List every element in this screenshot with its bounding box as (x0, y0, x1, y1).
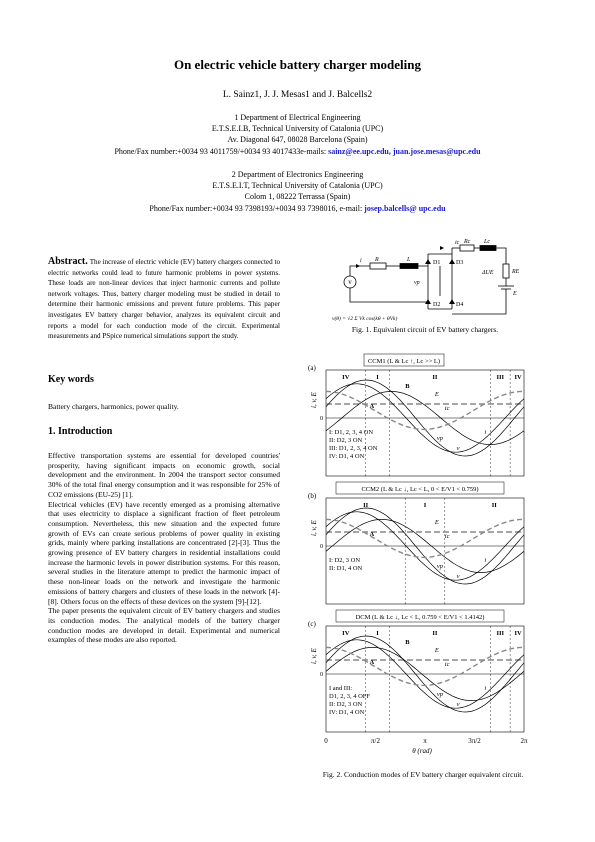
fig2-xlabel: θ (rad) (412, 747, 432, 755)
fig2-region-label: IV (514, 374, 522, 381)
fig1-caption: Fig. 1. Equivalent circuit of EV battery chargers. (351, 325, 499, 334)
fig2-region-label: I (423, 502, 427, 509)
fig1-label-E: E (513, 291, 517, 297)
fig2-region-label: II (363, 502, 369, 509)
fig1-circuit-diagram (330, 236, 530, 322)
fig1-label-RE: RE (512, 269, 520, 275)
fig2-conduction-modes (306, 348, 534, 758)
fig2-curve-label: vp (436, 563, 444, 570)
fig1-label-R: R (375, 257, 379, 263)
intro-heading: 1. Introduction (48, 426, 113, 437)
intro-paragraph-1: Effective transportation systems are essential for developed countries' prosperity, having significant impacts on economic growth, social development and the environment. In 2004 the transport sector consumed 30% of the total final energy consumption and it was responsible for 25% of CO2 emissions (EU-25) [1]. (48, 451, 280, 499)
fig2-legend-line: II: D2, 3 ON (329, 701, 363, 708)
fig2-legend-line: I and III: (329, 685, 353, 692)
fig2-curve-label: E (434, 391, 439, 398)
fig2-ylabel: i, v, E (310, 520, 318, 536)
affiliation-1-address: Av. Diagonal 647, 08028 Barcelona (Spain) (227, 135, 368, 145)
fig1-label-Rc: Rc (464, 239, 471, 245)
fig2-legend-line: D1, 2, 3, 4 OFF (329, 693, 370, 700)
fig2-zero-tick: 0 (320, 416, 323, 422)
affiliation-2 (0, 169, 595, 214)
fig2-panel-tag: (c) (308, 620, 316, 628)
fig2-region-label: III (496, 374, 505, 381)
fig2-mode-label: CCM2 (L & Lc ↓, Lc < L, 0 < E/V1 < 0.759) (361, 486, 479, 493)
affiliation-2-school: E.T.S.E.I.T, Technical University of Catalonia (UPC) (212, 181, 383, 191)
affiliation-2-contact (0, 203, 595, 214)
fig2-region-label: III (496, 630, 505, 637)
fig2-region-label: I (376, 630, 379, 637)
fig1-label-L: L (407, 257, 411, 263)
abstract-text: The increase of electric vehicle (EV) battery chargers connected to electric networks could lead to future harmonic problems in power systems. These loads are non-linear devices that inject harmonic currents and pollute network voltages. Thus, battery charger modeling must be studied in detail to determine their harmonic emissions and prevent future problems. This paper investigates EV battery charger behavior, analyzes its equivalent circuit and reports a model for each conduction mode of the circuit. Experimental measurements and PSpice numerical simulations support the study. (48, 258, 281, 341)
fig1-label-D2: D2 (433, 302, 441, 308)
fig2-ylabel: i, v, E (310, 392, 318, 408)
fig2-legend-line: II: D2, 3 ON (329, 437, 363, 444)
fig2-panel-tag: (b) (308, 492, 317, 500)
fig2-region-label: I (376, 374, 379, 381)
fig2-legend-line: II: D1, 4 ON (329, 565, 363, 572)
fig2-curve-label: ic (444, 661, 450, 668)
fig2-mode-label: CCM1 (L & Lc ↑, Lc >> L) (367, 358, 441, 365)
fig2-curve-label: vp (436, 435, 444, 442)
fig2-curve-label: i (484, 685, 487, 692)
keywords-text: Battery chargers, harmonics, power quality. (48, 402, 179, 411)
intro-paragraph-3: The paper presents the equivalent circuit of EV battery chargers and studies its conduction modes. The analytical models of the battery charger conduction modes are developed in detail. Experimental and numerical examples of these modes are also reported. (48, 606, 280, 645)
fig2-xtick: π (423, 737, 427, 745)
fig1-label-D1: D1 (433, 260, 441, 266)
fig1-formula: v(θ) = √2 Σ Vk cos(kθ + θVk) (332, 316, 398, 322)
fig2-curve-ic (326, 519, 524, 557)
fig1-label-D3: D3 (456, 260, 464, 266)
fig1-label-vp: vp (414, 280, 420, 286)
fig2-ylabel: i, v, E (310, 648, 318, 664)
affiliation-2-address: Colom 1, 08222 Terrassa (Spain) (244, 192, 351, 202)
fig2-legend-line: IV: D1, 4 ON (329, 453, 365, 460)
fig1-label-dUE: ΔUE (482, 270, 494, 276)
fig2-curve-label: vp (436, 691, 444, 698)
fig2-region-label: II (432, 374, 438, 381)
affiliation-1-contact (0, 146, 595, 157)
fig2-caption: Fig. 2. Conduction modes of EV battery charger equivalent circuit. (322, 770, 524, 779)
fig2-legend-line: III: D1, 2, 3, 4 ON (329, 445, 378, 452)
fig2-panel-frame (326, 370, 524, 476)
affiliation-2-email[interactable]: josep.balcells@ upc.edu (364, 203, 446, 213)
fig2-curve-label: ic (444, 405, 450, 412)
fig2-zero-tick: 0 (320, 672, 323, 678)
keywords-heading: Key words (48, 374, 94, 385)
fig1-label-ic: ic (455, 240, 460, 246)
fig2-curve-label: B (405, 639, 410, 646)
affiliation-1-phone: Phone/Fax number:+0034 93 4011759/+0034 93 4017433e-mails: (114, 146, 329, 156)
fig2-curve-label: v (456, 573, 460, 580)
fig2-region-label: IV (342, 374, 350, 381)
fig2-curve-label: E (434, 647, 439, 654)
fig2-region-label: II (432, 630, 438, 637)
affiliation-1-school: E.T.S.E.I.B, Technical University of Catalonia (UPC) (211, 124, 384, 134)
fig2-curve-ic (326, 391, 524, 429)
fig2-curve-label: A (369, 403, 375, 410)
fig1-label-D4: D4 (456, 302, 464, 308)
fig2-xtick: 2π (520, 737, 528, 745)
fig2-mode-label: DCM (L & Lc ↓, Lc < L, 0.759 < E/V1 < 1.4142) (355, 614, 485, 621)
fig2-curve-label: B (405, 383, 410, 390)
fig2-curve-label: A (369, 531, 375, 538)
fig2-curve-label: i (484, 429, 487, 436)
fig2-legend-line: IV: D1, 4 ON (329, 709, 365, 716)
abstract (48, 257, 280, 342)
affiliation-1-emails[interactable]: sainz@ee.upc.edu, juan.jose.mesas@upc.edu (328, 146, 481, 156)
affiliation-1-dept: 1 Department of Electrical Engineering (234, 113, 361, 122)
fig2-curve-label: A (369, 659, 375, 666)
fig2-xtick: 3π/2 (468, 737, 481, 745)
authors: L. Sainz1, J. J. Mesas1 and J. Balcells2 (222, 90, 373, 100)
fig2-curve-label: v (456, 445, 460, 452)
fig2-region-label: IV (342, 630, 350, 637)
fig2-curve-label: v (456, 701, 460, 708)
affiliation-2-phone: Phone/Fax number:+0034 93 7398193/+0034 93 7398016, e-mail: (149, 203, 365, 213)
paper-title: On electric vehicle battery charger modeling (173, 57, 422, 72)
fig2-curve-label: E (434, 519, 439, 526)
fig2-panel-frame (326, 626, 524, 732)
fig2-xtick: π/2 (371, 737, 380, 745)
fig1-source-label: v (348, 278, 352, 286)
fig2-panel-tag: (a) (308, 364, 316, 372)
fig2-region-label: IV (514, 630, 522, 637)
fig1-label-i: i (360, 258, 362, 264)
fig2-region-label: II (491, 502, 497, 509)
fig2-legend-line: I: D2, 3 ON (329, 557, 361, 564)
affiliation-2-dept: 2 Department of Electronics Engineering (231, 170, 364, 179)
intro-body (48, 451, 280, 645)
fig2-curve-ic (326, 647, 524, 685)
fig1-label-Lc: Lc (484, 239, 490, 245)
fig2-curve-label: i (484, 557, 487, 564)
fig2-zero-tick: 0 (320, 544, 323, 550)
fig2-xtick: 0 (324, 737, 328, 745)
fig2-legend-line: I: D1, 2, 3, 4 ON (329, 429, 374, 436)
fig2-panel-frame (326, 498, 524, 604)
intro-paragraph-2: Electrical vehicles (EV) have recently emerged as a promising alternative that uses electricity to displace a significant fraction of fleet petroleum consumption. Nevertheless, this new situation and the expected future growth of EVs can create serious problems of power quality in existing grids, mainly where parking installations are concentrated [2]-[3]. Thus the growing presence of EV battery chargers in residential installations could increase the harmonic levels in power distribution systems. For this reason, several studies in the literature attempt to predict the harmonic impact of these non-linear loads on the network and investigate the harmonic emissions of battery chargers and clusters of these loads in the network [4]-[8]. Others focus on the effects of these devices on the system [9]-[12]. (48, 499, 280, 606)
affiliation-1 (0, 112, 595, 157)
fig2-curve-label: ic (444, 533, 450, 540)
abstract-label: Abstract. (48, 256, 88, 267)
